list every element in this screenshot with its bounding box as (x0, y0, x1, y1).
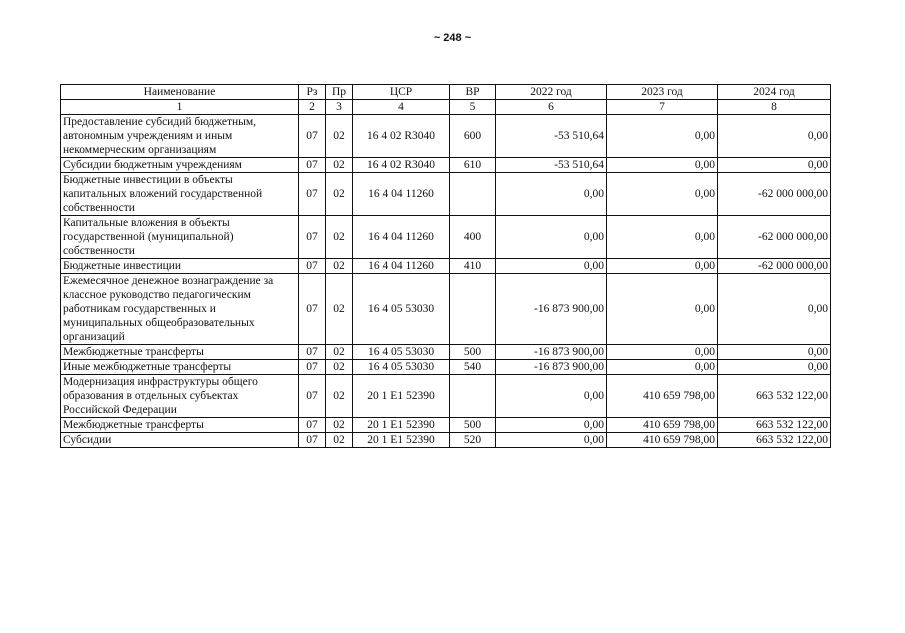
row-value-2024: 663 532 122,00 (718, 375, 831, 418)
row-value-2024: 663 532 122,00 (718, 418, 831, 433)
row-pr: 02 (326, 418, 353, 433)
row-value-2022: 0,00 (496, 418, 607, 433)
row-name: Бюджетные инвестиции (61, 259, 299, 274)
row-name: Ежемесячное денежное вознаграждение за классное руководство педагогическим работникам государственных и муниципальных общеобразовательных организаций (61, 274, 299, 345)
row-value-2024: -62 000 000,00 (718, 259, 831, 274)
row-value-2022: -16 873 900,00 (496, 360, 607, 375)
row-value-2023: 410 659 798,00 (607, 418, 718, 433)
row-rz: 07 (299, 173, 326, 216)
row-csr: 16 4 02 R3040 (353, 115, 450, 158)
row-value-2023: 0,00 (607, 259, 718, 274)
row-pr: 02 (326, 158, 353, 173)
row-pr: 02 (326, 259, 353, 274)
table-row (61, 418, 831, 433)
header-csr: ЦСР (353, 85, 450, 100)
row-value-2022: 0,00 (496, 375, 607, 418)
row-csr: 16 4 04 11260 (353, 216, 450, 259)
table-row (61, 216, 831, 259)
row-vr: 600 (450, 115, 496, 158)
table-row (61, 360, 831, 375)
row-name: Субсидии бюджетным учреждениям (61, 158, 299, 173)
header-2024: 2024 год (718, 85, 831, 100)
row-value-2024: 0,00 (718, 115, 831, 158)
header-2023: 2023 год (607, 85, 718, 100)
row-rz: 07 (299, 360, 326, 375)
header-pr: Пр (326, 85, 353, 100)
column-number: 5 (450, 100, 496, 115)
table-row (61, 259, 831, 274)
row-value-2022: 0,00 (496, 216, 607, 259)
row-value-2023: 410 659 798,00 (607, 433, 718, 448)
row-vr (450, 375, 496, 418)
header-name: Наименование (61, 85, 299, 100)
row-value-2022: 0,00 (496, 259, 607, 274)
column-number: 1 (61, 100, 299, 115)
row-value-2023: 0,00 (607, 360, 718, 375)
row-pr: 02 (326, 274, 353, 345)
page-number: ~ 248 ~ (433, 32, 472, 44)
row-pr: 02 (326, 216, 353, 259)
header-vr: ВР (450, 85, 496, 100)
row-vr: 400 (450, 216, 496, 259)
row-vr (450, 173, 496, 216)
row-rz: 07 (299, 259, 326, 274)
row-value-2023: 0,00 (607, 158, 718, 173)
row-pr: 02 (326, 115, 353, 158)
column-number-row (61, 100, 831, 115)
row-value-2022: 0,00 (496, 173, 607, 216)
column-number: 3 (326, 100, 353, 115)
row-vr: 410 (450, 259, 496, 274)
table-row (61, 173, 831, 216)
row-value-2023: 0,00 (607, 173, 718, 216)
row-value-2024: -62 000 000,00 (718, 216, 831, 259)
row-rz: 07 (299, 115, 326, 158)
row-vr: 500 (450, 418, 496, 433)
row-value-2024: -62 000 000,00 (718, 173, 831, 216)
row-value-2023: 0,00 (607, 274, 718, 345)
header-2022: 2022 год (496, 85, 607, 100)
row-value-2023: 0,00 (607, 216, 718, 259)
row-name: Иные межбюджетные трансферты (61, 360, 299, 375)
row-pr: 02 (326, 433, 353, 448)
row-name: Межбюджетные трансферты (61, 418, 299, 433)
row-vr: 540 (450, 360, 496, 375)
column-number: 4 (353, 100, 450, 115)
row-csr: 20 1 E1 52390 (353, 418, 450, 433)
row-vr: 610 (450, 158, 496, 173)
row-vr: 500 (450, 345, 496, 360)
table-row (61, 433, 831, 448)
header-rz: Рз (299, 85, 326, 100)
row-value-2024: 0,00 (718, 158, 831, 173)
row-csr: 16 4 05 53030 (353, 345, 450, 360)
budget-table (60, 84, 831, 448)
column-number: 2 (299, 100, 326, 115)
row-csr: 16 4 04 11260 (353, 173, 450, 216)
row-csr: 16 4 05 53030 (353, 360, 450, 375)
row-value-2022: -53 510,64 (496, 158, 607, 173)
row-name: Капитальные вложения в объекты государственной (муниципальной) собственности (61, 216, 299, 259)
row-name: Бюджетные инвестиции в объекты капитальных вложений государственной собственности (61, 173, 299, 216)
row-value-2024: 0,00 (718, 360, 831, 375)
row-rz: 07 (299, 216, 326, 259)
row-rz: 07 (299, 158, 326, 173)
row-rz: 07 (299, 418, 326, 433)
row-value-2022: 0,00 (496, 433, 607, 448)
table-row (61, 375, 831, 418)
row-pr: 02 (326, 360, 353, 375)
row-value-2023: 410 659 798,00 (607, 375, 718, 418)
table-row (61, 345, 831, 360)
row-pr: 02 (326, 345, 353, 360)
row-csr: 16 4 02 R3040 (353, 158, 450, 173)
row-value-2022: -53 510,64 (496, 115, 607, 158)
row-value-2022: -16 873 900,00 (496, 274, 607, 345)
row-pr: 02 (326, 173, 353, 216)
row-value-2024: 663 532 122,00 (718, 433, 831, 448)
row-csr: 16 4 04 11260 (353, 259, 450, 274)
row-csr: 20 1 E1 52390 (353, 375, 450, 418)
column-number: 7 (607, 100, 718, 115)
column-number: 6 (496, 100, 607, 115)
row-value-2023: 0,00 (607, 345, 718, 360)
table-row (61, 274, 831, 345)
row-name: Субсидии (61, 433, 299, 448)
row-vr: 520 (450, 433, 496, 448)
row-rz: 07 (299, 375, 326, 418)
row-value-2024: 0,00 (718, 274, 831, 345)
row-name: Межбюджетные трансферты (61, 345, 299, 360)
column-number: 8 (718, 100, 831, 115)
row-rz: 07 (299, 345, 326, 360)
table-row (61, 158, 831, 173)
row-value-2023: 0,00 (607, 115, 718, 158)
row-value-2022: -16 873 900,00 (496, 345, 607, 360)
row-csr: 16 4 05 53030 (353, 274, 450, 345)
header-row (61, 85, 831, 100)
row-value-2024: 0,00 (718, 345, 831, 360)
table-row (61, 115, 831, 158)
row-pr: 02 (326, 375, 353, 418)
row-name: Модернизация инфраструктуры общего образования в отдельных субъектах Российской Федерации (61, 375, 299, 418)
row-rz: 07 (299, 274, 326, 345)
row-name: Предоставление субсидий бюджетным, автономным учреждениям и иным некоммерческим организациям (61, 115, 299, 158)
row-csr: 20 1 E1 52390 (353, 433, 450, 448)
row-vr (450, 274, 496, 345)
row-rz: 07 (299, 433, 326, 448)
